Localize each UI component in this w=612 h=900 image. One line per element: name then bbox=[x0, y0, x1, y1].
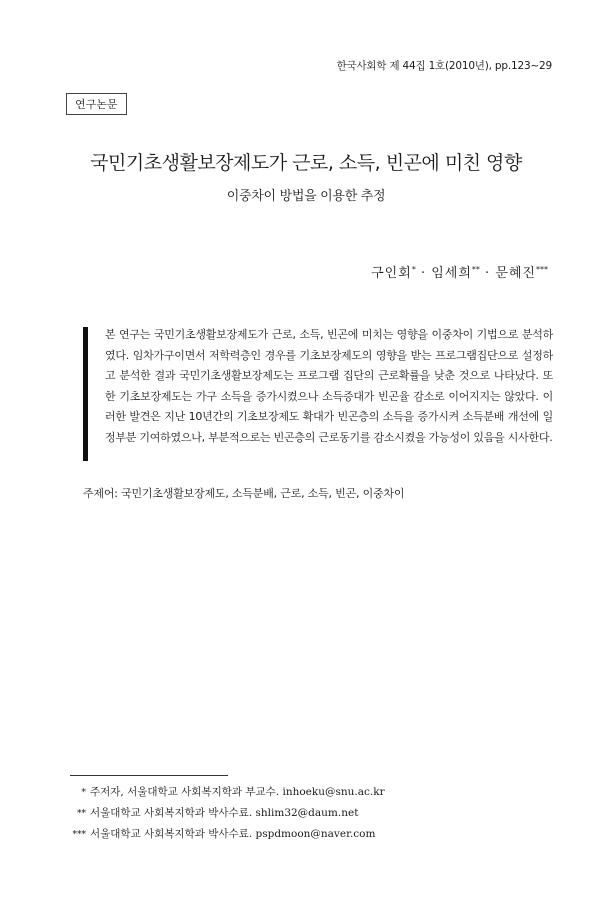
author-mark: * bbox=[411, 265, 416, 274]
author-mark: ** bbox=[471, 265, 480, 274]
author-name: 구인회 bbox=[371, 266, 412, 281]
author-name: 문혜진 bbox=[495, 266, 536, 281]
journal-citation: 한국사회학 제 44집 1호(2010년), pp.123~29 bbox=[336, 60, 552, 72]
paper-title: 국민기초생활보장제도가 근로, 소득, 빈곤에 미친 영향 bbox=[90, 152, 522, 174]
author-list bbox=[371, 262, 548, 281]
footnotes bbox=[64, 782, 385, 845]
abstract-bar bbox=[83, 327, 88, 461]
abstract-block bbox=[83, 325, 553, 463]
footnote-divider bbox=[70, 775, 228, 776]
article-type-label: 연구논문 bbox=[66, 93, 127, 115]
author-mark: *** bbox=[536, 265, 548, 274]
footnote bbox=[64, 803, 385, 824]
author-separator: · bbox=[415, 266, 432, 281]
footnote-mark: *** bbox=[72, 830, 86, 840]
footnote-text: 서울대학교 사회복지학과 박사수료. pspdmoon@naver.com bbox=[90, 828, 376, 840]
footnote-text: 서울대학교 사회복지학과 박사수료. shlim32@daum.net bbox=[90, 807, 359, 819]
author-separator: · bbox=[479, 266, 496, 281]
footnote-text: 주저자, 서울대학교 사회복지학과 부교수. inhoeku@snu.ac.kr bbox=[90, 786, 385, 798]
keywords: 주제어: 국민기초생활보장제도, 소득분배, 근로, 소득, 빈곤, 이중차이 bbox=[83, 487, 405, 500]
abstract-text: 본 연구는 국민기초생활보장제도가 근로, 소득, 빈곤에 미치는 영향을 이중차이 기법으로 분석하였다. 임차가구이면서 저학력층인 경우를 기초보장제도의 영향을 받는 프로그램집단으로 설정하고 분석한 결과 국민기초생활보장제도는 프로그램 집단의 근로확률을 낮춘 것으로 나타났다. 또한 기초보장제도는 가구 소득을 증가시켰으나 소득증대가 빈곤율 감소로 이어지지는 않았다. 이러한 발견은 지난 10년간의 기초보장제도 확대가 빈곤층의 소득을 증가시켜 소득분배 개선에 일정부분 기여하였으나, 부분적으로는 빈곤층의 근로동기를 감소시켰을 가능성이 있음을 시사한다. bbox=[105, 328, 553, 444]
footnote bbox=[64, 824, 385, 845]
footnote bbox=[64, 782, 385, 803]
paper-subtitle: 이중차이 방법을 이용한 추정 bbox=[226, 189, 386, 204]
author-name: 임세희 bbox=[431, 266, 472, 281]
footnote-mark: ** bbox=[77, 809, 86, 819]
footnote-mark: * bbox=[81, 788, 86, 798]
